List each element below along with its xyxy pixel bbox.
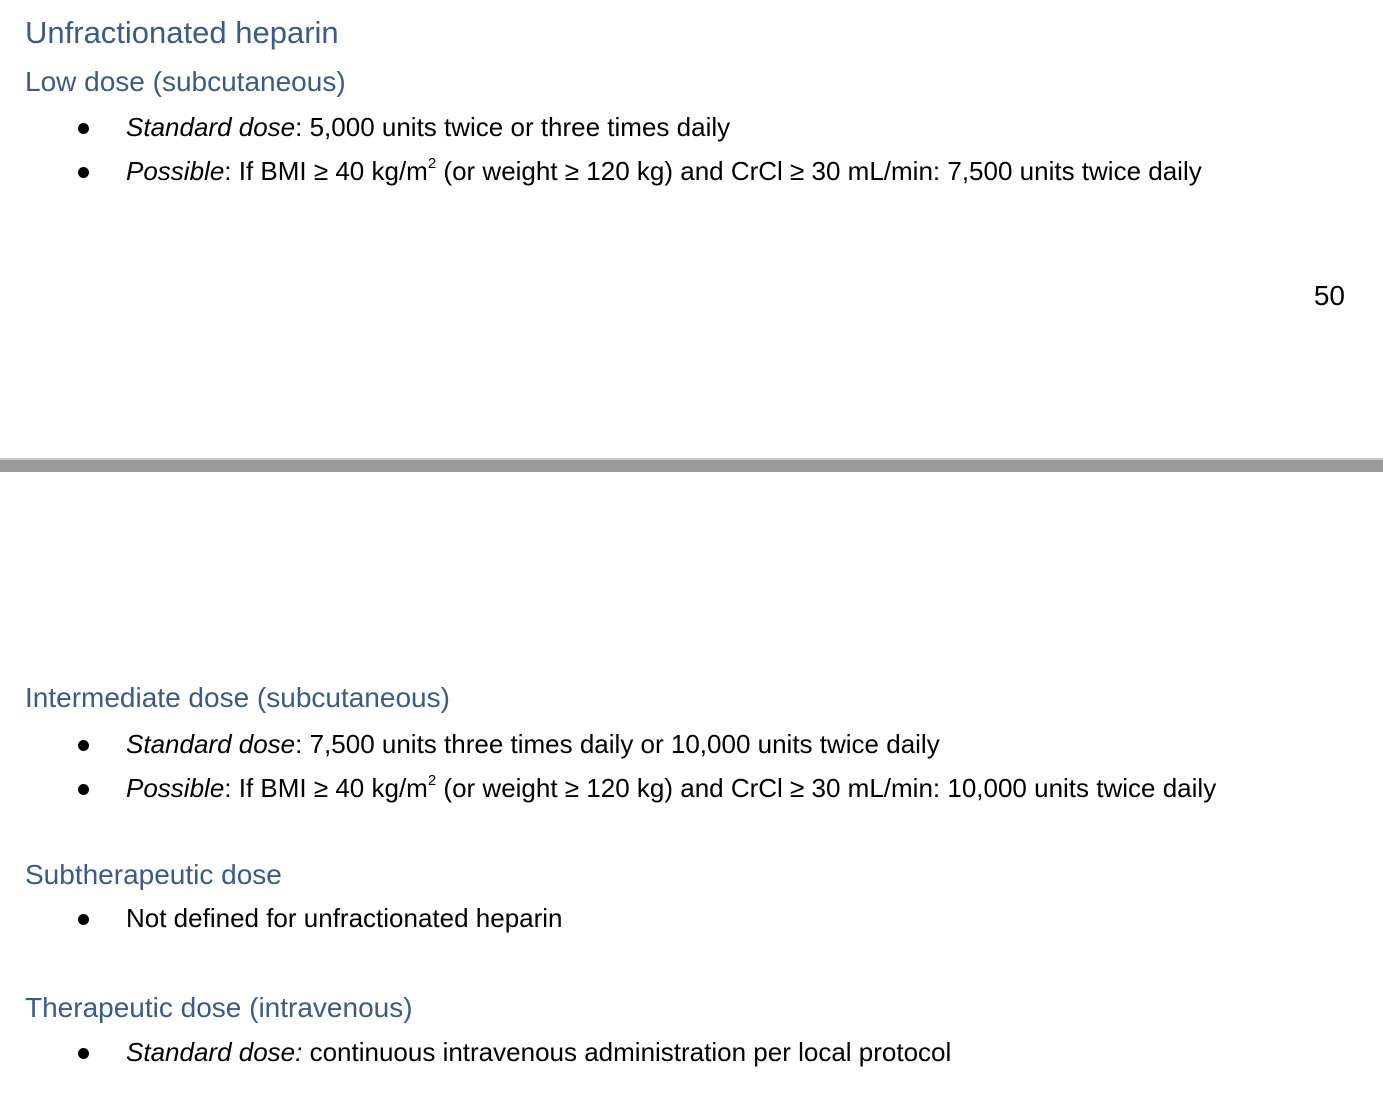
list-item-text — [126, 1037, 951, 1067]
item-separator: : — [224, 156, 239, 186]
item-value: 7,500 units three times daily or 10,000 units twice daily — [309, 729, 940, 759]
item-value-pre: If BMI ≥ 40 kg/m — [238, 773, 428, 803]
item-label: Possible — [126, 156, 225, 186]
document-page-lower — [0, 472, 1383, 1100]
item-label: Standard dose — [126, 729, 296, 759]
bullet-icon — [78, 167, 89, 178]
intermediate-dose-heading: Intermediate dose (subcutaneous) — [25, 682, 450, 713]
superscript: 2 — [427, 155, 437, 172]
list-item-text — [126, 112, 730, 142]
bullet-icon — [78, 123, 89, 134]
item-separator: : — [224, 773, 239, 803]
document-page-upper — [0, 0, 1383, 458]
item-separator: : — [295, 729, 310, 759]
list-item-text: Not defined for unfractionated heparin — [126, 903, 563, 933]
page-break-divider — [0, 458, 1383, 472]
bullet-icon — [78, 740, 89, 751]
item-label: Standard dose: — [126, 1037, 303, 1067]
subtherapeutic-dose-heading: Subtherapeutic dose — [25, 859, 282, 890]
superscript: 2 — [427, 772, 437, 789]
list-item-text — [126, 773, 1216, 803]
low-dose-heading: Low dose (subcutaneous) — [25, 66, 346, 97]
item-value-post: (or weight ≥ 120 kg) and CrCl ≥ 30 mL/min: 7,500 units twice daily — [436, 156, 1202, 186]
bullet-icon — [78, 784, 89, 795]
item-value-pre: If BMI ≥ 40 kg/m — [238, 156, 428, 186]
therapeutic-dose-heading: Therapeutic dose (intravenous) — [25, 992, 413, 1023]
item-label: Standard dose — [126, 112, 296, 142]
page-number: 50 — [1313, 280, 1345, 311]
section-title: Unfractionated heparin — [25, 15, 339, 50]
list-item-text — [126, 156, 1202, 186]
item-value-post: (or weight ≥ 120 kg) and CrCl ≥ 30 mL/min: 10,000 units twice daily — [436, 773, 1217, 803]
item-value: 5,000 units twice or three times daily — [309, 112, 731, 142]
list-item-text — [126, 729, 940, 759]
item-label: Possible — [126, 773, 225, 803]
item-separator: : — [295, 112, 310, 142]
bullet-icon — [78, 1048, 89, 1059]
item-value: continuous intravenous administration per local protocol — [302, 1037, 952, 1067]
bullet-icon — [78, 914, 89, 925]
